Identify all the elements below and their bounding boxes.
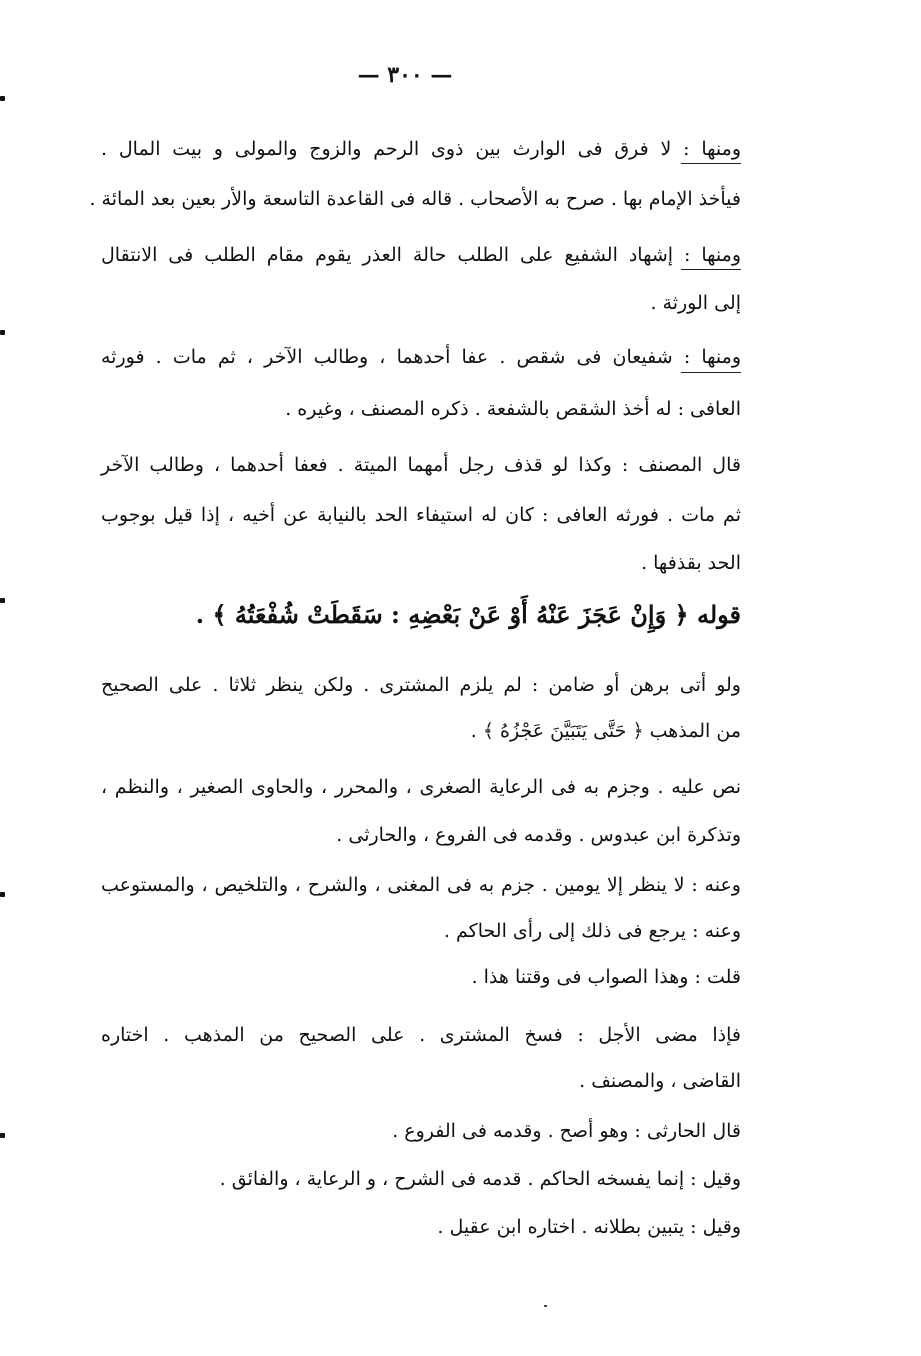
margin-mark <box>0 96 5 101</box>
text-line: فإذا مضى الأجل : فسخ المشترى . على الصحيح من المذهب . اختاره <box>101 1024 741 1046</box>
heading-underline <box>681 269 741 270</box>
text-line: ومنها : إشهاد الشفيع على الطلب حالة العذر يقوم مقام الطلب فى الانتقال <box>101 244 741 266</box>
text-line: من المذهب ﴿ حَتَّى يَتَبَيَّنَ عَجْزُهُ ﴾ . <box>470 720 741 742</box>
text-line: وعنه : لا ينظر إلا يومين . جزم به فى المغنى ، والشرح ، والتلخيص ، والمستوعب <box>101 874 741 896</box>
margin-mark <box>0 598 5 603</box>
text-line: ومنها : شفيعان فى شقص . عفا أحدهما ، وطالب الآخر ، ثم مات . فورثه <box>101 346 741 368</box>
heading-underline <box>681 372 741 373</box>
text-line: ومنها : لا فرق فى الوارث بين ذوى الرحم والزوج والمولى و بيت المال . <box>101 138 741 160</box>
margin-mark <box>0 1133 5 1138</box>
text-line: الحد بقذفها . <box>641 552 741 574</box>
text-line: نص عليه . وجزم به فى الرعاية الصغرى ، والمحرر ، والحاوى الصغير ، والنظم ، <box>101 776 741 798</box>
text-line: وقيل : يتبين بطلانه . اختاره ابن عقيل . <box>437 1216 741 1238</box>
scan-speck <box>544 1305 547 1307</box>
text-line: قال الحارثى : وهو أصح . وقدمه فى الفروع . <box>392 1120 741 1142</box>
margin-mark <box>0 330 5 335</box>
text-line: فيأخذ الإمام بها . صرح به الأصحاب . قاله فى القاعدة التاسعة والأر بعين بعد المائة . <box>89 188 741 210</box>
margin-mark <box>0 892 5 897</box>
section-heading: قوله ﴿ وَإِنْ عَجَزَ عَنْهُ أَوْ عَنْ بَعْضِهِ : سَقَطَتْ شُفْعَتُهُ ﴾ . <box>195 600 741 629</box>
text-line: إلى الورثة . <box>650 292 741 314</box>
text-line: ثم مات . فورثه العافى : كان له استيفاء الحد بالنيابة عن أخيه ، إذا قيل بوجوب <box>101 504 741 526</box>
text-line: قلت : وهذا الصواب فى وقتنا هذا . <box>471 966 741 988</box>
text-line: وقيل : إنما يفسخه الحاكم . قدمه فى الشرح ، و الرعاية ، والفائق . <box>219 1168 741 1190</box>
text-line: وعنه : يرجع فى ذلك إلى رأى الحاكم . <box>443 920 741 942</box>
text-line: العافى : له أخذ الشقص بالشفعة . ذكره المصنف ، وغيره . <box>285 398 741 420</box>
text-line: وتذكرة ابن عبدوس . وقدمه فى الفروع ، والحارثى . <box>336 824 741 846</box>
heading-underline <box>681 163 741 164</box>
text-line: قال المصنف : وكذا لو قذف رجل أمهما الميتة . فعفا أحدهما ، وطالب الآخر <box>101 454 741 476</box>
text-line: القاضى ، والمصنف . <box>579 1070 741 1092</box>
page-number: — ٣٠٠ — <box>357 62 453 88</box>
text-line: ولو أتى برهن أو ضامن : لم يلزم المشترى . ولكن ينظر ثلاثا . على الصحيح <box>101 674 741 696</box>
